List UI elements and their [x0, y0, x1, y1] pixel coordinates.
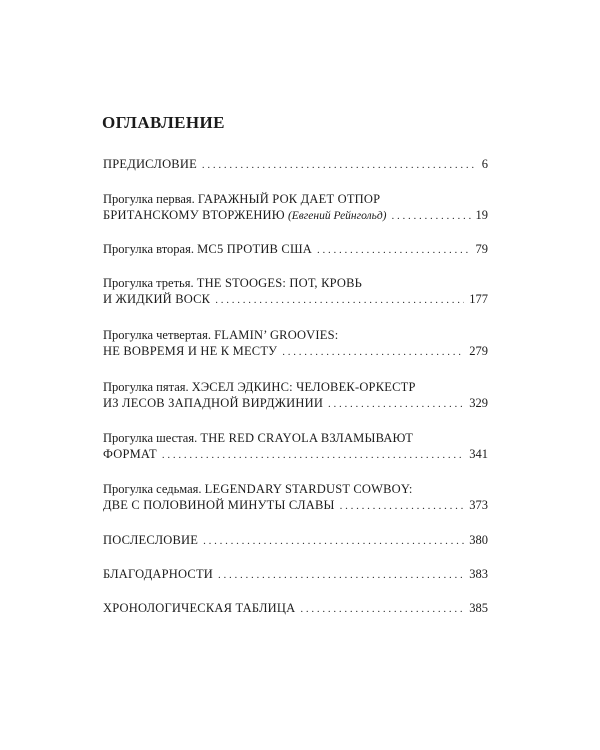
toc-entry-label: Прогулка шестая.	[103, 431, 198, 445]
toc-entry-label: Прогулка первая.	[103, 192, 195, 206]
toc-page-number: 177	[469, 292, 488, 306]
toc-page-number: 79	[475, 242, 488, 256]
dot-leader	[215, 292, 464, 308]
toc-page-number: 329	[469, 396, 488, 410]
toc-entry-afterword[interactable]	[103, 532, 488, 548]
toc-page-number: 19	[475, 208, 488, 222]
toc-page-number: 279	[469, 344, 488, 358]
dot-leader	[328, 396, 464, 412]
toc-entry-title: ПОСЛЕСЛОВИЕ	[103, 533, 199, 547]
toc-entry-walk-7[interactable]	[103, 481, 488, 513]
toc-page-number: 373	[469, 498, 488, 512]
toc-entry-walk-6[interactable]	[103, 430, 488, 462]
toc-page-number: 383	[469, 567, 488, 581]
toc-entry-title: ПРЕДИСЛОВИЕ	[103, 157, 197, 171]
dot-leader	[203, 533, 464, 549]
toc-entry-acknowledgements[interactable]	[103, 566, 488, 582]
toc-entry-title: THE RED CRAYOLA ВЗЛАМЫВАЮТ	[200, 431, 414, 445]
dot-leader	[317, 242, 471, 258]
dot-leader	[300, 601, 464, 617]
toc-page-number: 385	[469, 601, 488, 615]
toc-page-number: 380	[469, 533, 488, 547]
toc-entry-title-cont: И ЖИДКИЙ ВОСК	[103, 292, 211, 306]
toc-entry-label: Прогулка четвертая.	[103, 328, 211, 342]
toc-entry-title: БЛАГОДАРНОСТИ	[103, 567, 214, 581]
toc-entry-title: ХЭСЕЛ ЭДКИНС: ЧЕЛОВЕК-ОРКЕСТР	[191, 380, 416, 394]
toc-entry-title-cont: БРИТАНСКОМУ ВТОРЖЕНИЮ	[103, 208, 285, 222]
dot-leader	[340, 498, 465, 514]
toc-page-number: 341	[469, 447, 488, 461]
toc-entry-title: FLAMIN’ GROOVIES:	[214, 328, 339, 342]
toc-page-number: 6	[481, 157, 488, 171]
toc-entry-title: ГАРАЖНЫЙ РОК ДАЕТ ОТПОР	[197, 192, 381, 206]
toc-entry-title: THE STOOGES: ПОТ, КРОВЬ	[196, 276, 363, 290]
toc-entry-walk-1[interactable]	[103, 191, 488, 223]
dot-leader	[202, 157, 477, 173]
toc-entry-walk-2[interactable]	[103, 241, 488, 257]
dot-leader	[282, 344, 464, 360]
toc-entry-title-cont: НЕ ВОВРЕМЯ И НЕ К МЕСТУ	[103, 344, 278, 358]
toc-entry-title: LEGENDARY STARDUST COWBOY:	[204, 482, 413, 496]
toc-entry-preface[interactable]	[103, 156, 488, 172]
dot-leader	[162, 447, 464, 463]
toc-entry-title-cont: ДВЕ С ПОЛОВИНОЙ МИНУТЫ СЛАВЫ	[103, 498, 335, 512]
toc-entry-title-cont: ФОРМАТ	[103, 447, 157, 461]
toc-entry-chronology[interactable]	[103, 600, 488, 616]
toc-entry-walk-4[interactable]	[103, 327, 488, 359]
toc-entry-label: Прогулка пятая.	[103, 380, 189, 394]
toc-entry-walk-3[interactable]	[103, 275, 488, 307]
toc-entry-author: (Евгений Рейнгольд)	[287, 210, 387, 222]
dot-leader	[391, 208, 470, 224]
toc-entry-label: Прогулка третья.	[103, 276, 194, 290]
toc-entry-title: ХРОНОЛОГИЧЕСКАЯ ТАБЛИЦА	[103, 601, 296, 615]
toc-title: ОГЛАВЛЕНИЕ	[102, 113, 225, 132]
toc-entry-title: MC5 ПРОТИВ США	[197, 242, 312, 256]
toc-entry-label: Прогулка вторая.	[103, 242, 194, 256]
dot-leader	[218, 567, 464, 583]
toc-entry-walk-5[interactable]	[103, 379, 488, 411]
toc-entry-label: Прогулка седьмая.	[103, 482, 202, 496]
toc-entry-title-cont: ИЗ ЛЕСОВ ЗАПАДНОЙ ВИРДЖИНИИ	[103, 396, 324, 410]
